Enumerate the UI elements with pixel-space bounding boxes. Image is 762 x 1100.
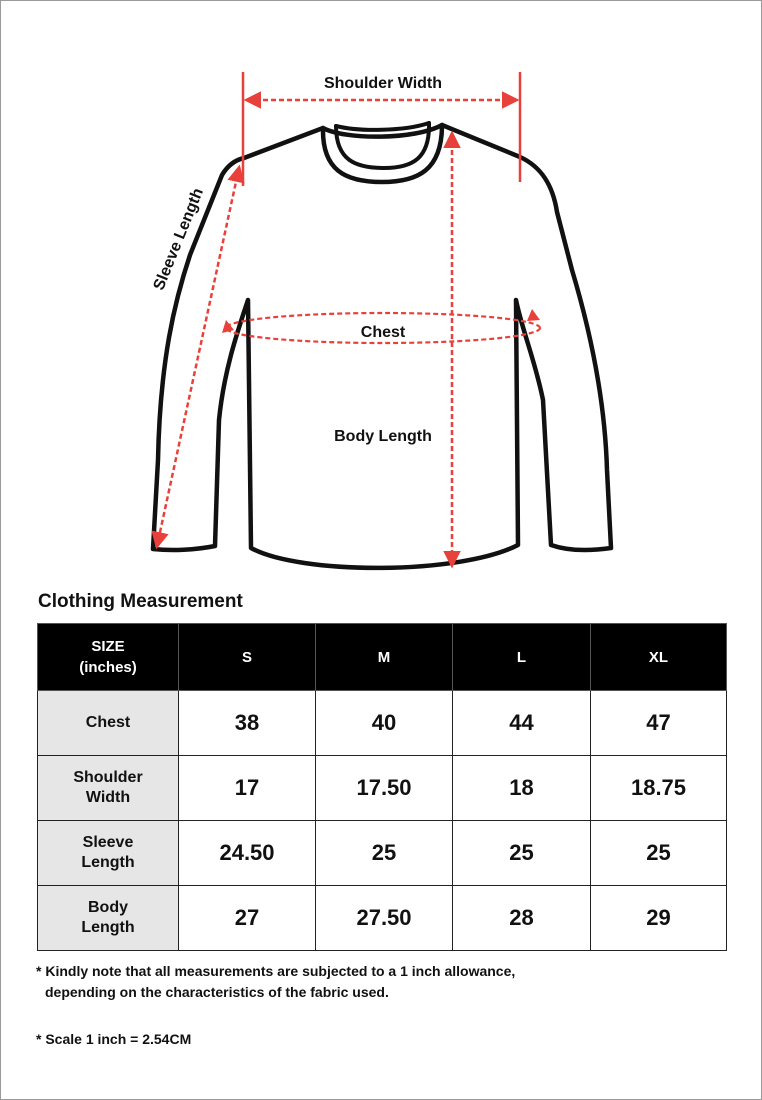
- measurement-cell: 47: [591, 691, 727, 756]
- measurement-cell: 44: [453, 691, 591, 756]
- measurement-cell: 27: [179, 886, 316, 951]
- measurement-cell: 28: [453, 886, 591, 951]
- shoulder-width-label: Shoulder Width: [323, 75, 443, 92]
- table-row: [38, 886, 727, 951]
- measurement-cell: 40: [316, 691, 453, 756]
- measurement-cell: 38: [179, 691, 316, 756]
- measurement-cell: 18: [453, 756, 591, 821]
- size-header-line2: (inches): [79, 659, 137, 676]
- row-label-line1: Shoulder: [73, 769, 143, 786]
- size-column-header: M: [316, 624, 453, 691]
- measurement-cell: 24.50: [179, 821, 316, 886]
- measurement-cell: 29: [591, 886, 727, 951]
- measurement-cell: 25: [316, 821, 453, 886]
- size-header-line1: SIZE: [91, 638, 125, 655]
- row-label-line1: Body: [88, 899, 128, 916]
- table-row: [38, 691, 727, 756]
- measurement-cell: 17: [179, 756, 316, 821]
- row-label-line2: Width: [85, 789, 131, 806]
- header-row: [38, 624, 727, 691]
- body-length-label: Body Length: [334, 428, 432, 445]
- size-header-cell: [38, 624, 179, 691]
- row-label-cell: [38, 821, 179, 886]
- row-label-cell: [38, 886, 179, 951]
- chest-arrow-left: [222, 320, 234, 333]
- sleeve-length-arrow: [157, 168, 239, 546]
- section-title: Clothing Measurement: [38, 591, 243, 612]
- sweatshirt-outline: [150, 123, 611, 568]
- allowance-note-line1: * Kindly note that all measurements are subjected to a 1 inch allowance,: [36, 963, 516, 979]
- table-row: [38, 821, 727, 886]
- row-label-line2: Length: [81, 854, 135, 871]
- measurement-cell: 18.75: [591, 756, 727, 821]
- chest-label: Chest: [360, 324, 406, 341]
- chest-arrow-right: [527, 309, 540, 321]
- row-label: Chest: [85, 714, 131, 731]
- body-outline: [150, 125, 611, 568]
- measurement-guides: [157, 72, 540, 565]
- measurement-cell: 25: [453, 821, 591, 886]
- size-column-header: L: [453, 624, 591, 691]
- allowance-note-line2: depending on the characteristics of the fabric used.: [45, 984, 389, 1000]
- row-label-line2: Length: [81, 919, 135, 936]
- row-label-line1: Sleeve: [82, 834, 134, 851]
- collar-back: [336, 123, 429, 130]
- row-label-cell: [38, 756, 179, 821]
- sleeve-length-label: Sleeve Length: [150, 185, 208, 293]
- size-chart-table: [37, 623, 727, 951]
- measurement-cell: 17.50: [316, 756, 453, 821]
- table-row: [38, 756, 727, 821]
- allowance-note: [36, 961, 515, 1003]
- size-column-header: XL: [591, 624, 727, 691]
- size-column-header: S: [179, 624, 316, 691]
- scale-note: * Scale 1 inch = 2.54CM: [36, 1031, 192, 1047]
- row-label-cell: [38, 691, 179, 756]
- measurement-cell: 25: [591, 821, 727, 886]
- measurement-cell: 27.50: [316, 886, 453, 951]
